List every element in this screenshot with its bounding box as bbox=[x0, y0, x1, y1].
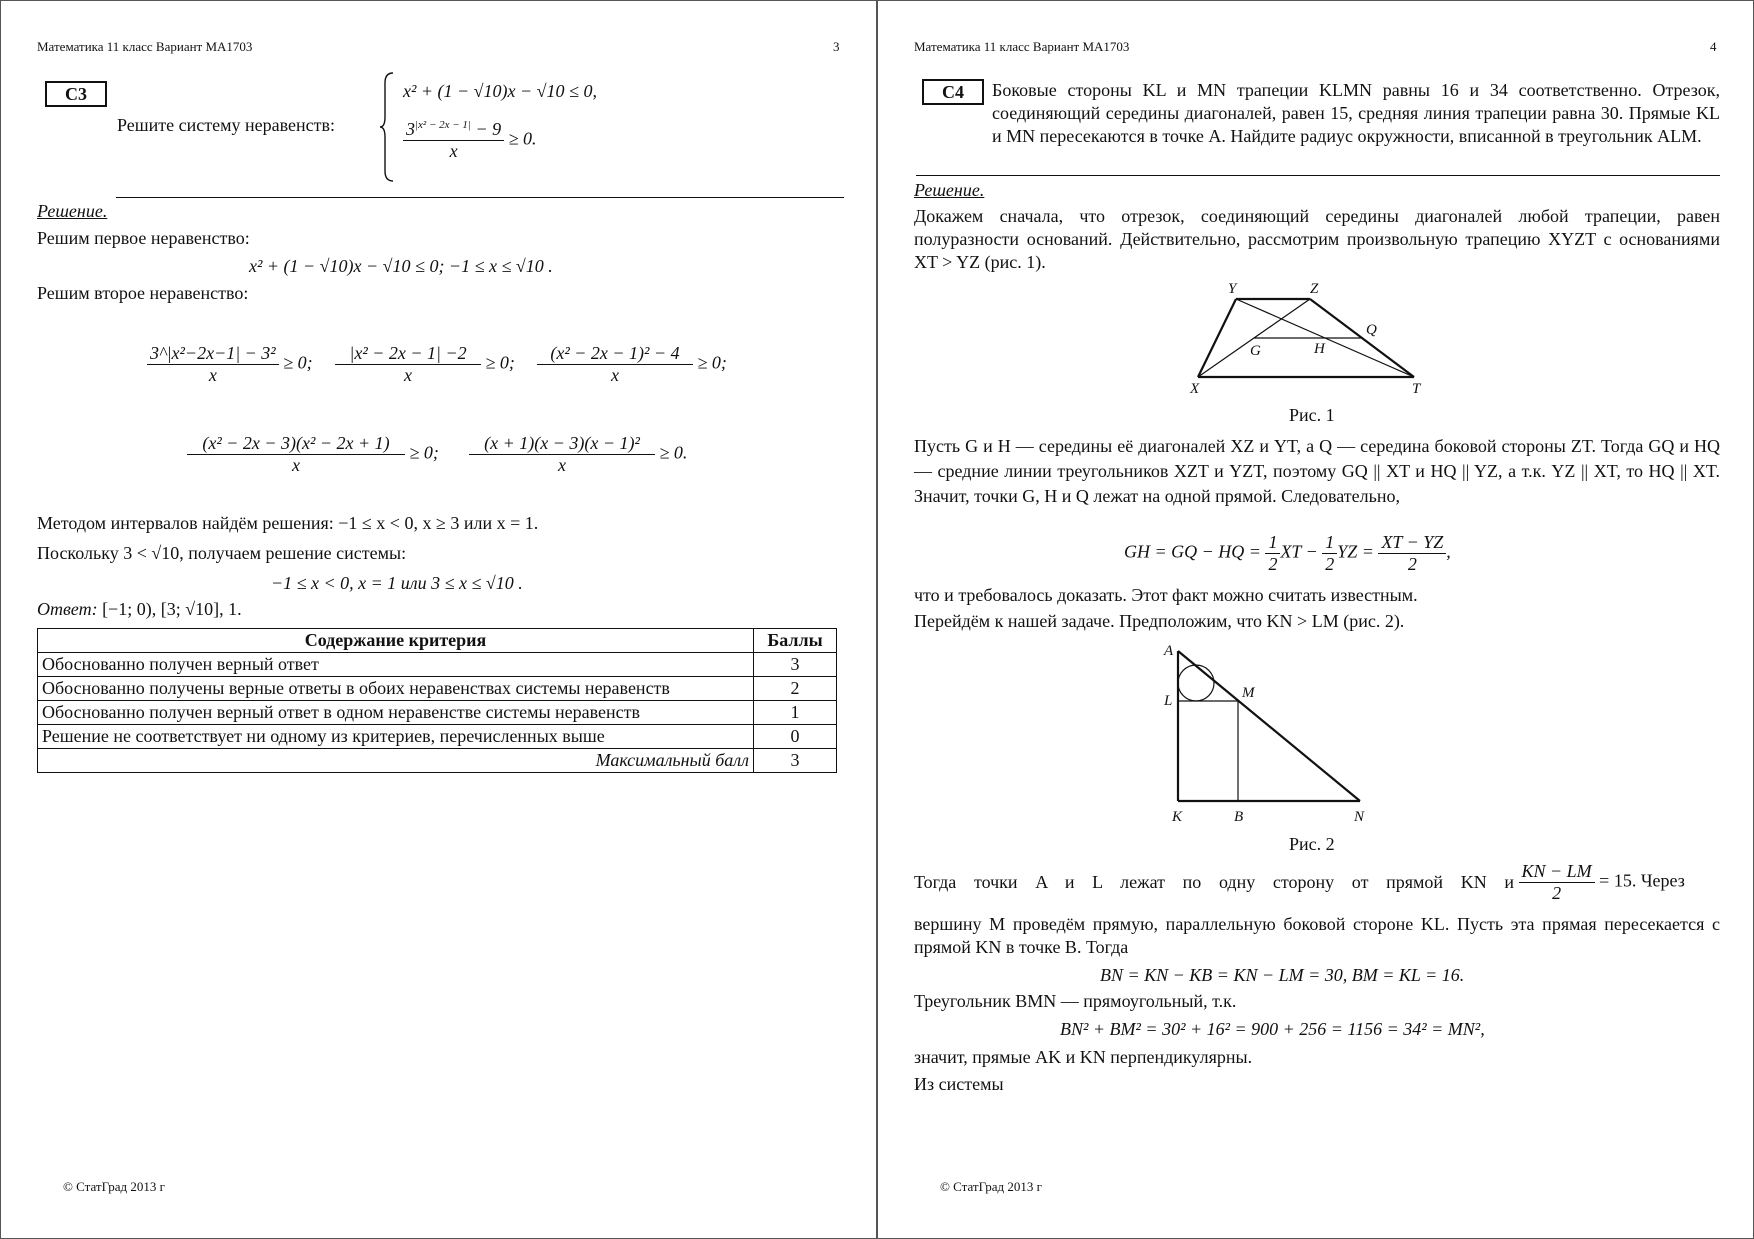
figure-2-triangle bbox=[1154, 641, 1374, 829]
figure-1-caption: Рис. 1 bbox=[1289, 405, 1335, 425]
table-row: Решение не соответствует ни одному из критериев, перечисленных выше 0 bbox=[38, 725, 837, 749]
paragraph-4: Перейдём к нашей задаче. Предположим, что KN > LM (рис. 2). bbox=[914, 611, 1405, 631]
solution-title: Решение. bbox=[914, 180, 985, 200]
task-text: Решите систему неравенств: bbox=[117, 115, 335, 135]
task-label: С4 bbox=[922, 79, 984, 105]
gh-equation: GH = GQ − HQ = $\frac{1}{2}$ XT − $\frac{1}{2}$ YZ = $\frac{XT - YZ}{2}$ , bbox=[1124, 532, 1451, 574]
solve-first-text: Решим первое неравенство: bbox=[37, 228, 250, 248]
label-t: T bbox=[1412, 381, 1421, 397]
transform-d: $\frac{\text{(x² − 2x − 3)(x² − 2x + 1)}}{x}$ ≥ 0; bbox=[187, 433, 439, 476]
label-z: Z bbox=[1310, 281, 1319, 297]
task-label: С3 bbox=[45, 81, 107, 107]
transform-b: $\frac{\text{|x² − 2x − 1| −2}}{x}$ ≥ 0; bbox=[335, 343, 515, 386]
table-row: Обоснованно получены верные ответы в обоих неравенствах системы неравенств 2 bbox=[38, 677, 837, 701]
table-max-row: Максимальный балл 3 bbox=[38, 749, 837, 773]
answer: Ответ: [−1; 0), [3; √10], 1. bbox=[37, 599, 242, 619]
figure-1-trapezoid bbox=[1178, 279, 1438, 397]
paragraph-8: значит, прямые AK и KN перпендикулярны. bbox=[914, 1047, 1253, 1067]
label-b: B bbox=[1234, 809, 1244, 825]
since-text: Поскольку 3 < √10, получаем решение системы: bbox=[37, 543, 407, 563]
task-text: Боковые стороны KL и MN трапеции KLMN равны 16 и 34 соответственно. Отрезок, соединяющий середины диагоналей, равен 15, средняя линия трапеции равна 30. Прямые KL и MN пересекаются в точке A. Найдите радиус окружности, вписанной в треугольник ALM. bbox=[992, 80, 1720, 146]
transform-e: $\frac{\text{(x + 1)(x − 3)(x − 1)²}}{x}$ ≥ 0. bbox=[469, 433, 687, 476]
paragraph-7: Треугольник BMN — прямоугольный, т.к. bbox=[914, 991, 1237, 1011]
label-k: K bbox=[1172, 809, 1183, 825]
criteria-table bbox=[37, 628, 837, 773]
label-x: X bbox=[1190, 381, 1200, 397]
figure-2-caption: Рис. 2 bbox=[1289, 834, 1335, 854]
table-header-row bbox=[38, 629, 837, 653]
table-row: Обоснованно получен верный ответ 3 bbox=[38, 653, 837, 677]
label-g: G bbox=[1250, 343, 1261, 359]
page-footer: © СтатГрад 2013 г bbox=[63, 1179, 165, 1194]
page-number: 4 bbox=[1710, 39, 1717, 54]
label-l: L bbox=[1164, 693, 1173, 709]
system-brace bbox=[379, 71, 397, 183]
bn-equation: BN = KN − KB = KN − LM = 30, BM = KL = 16. bbox=[1100, 965, 1465, 985]
system-line-2: $\frac{3^{|x^2 - 2x - 1|} - 9}{x}$ ≥ 0. bbox=[403, 119, 537, 162]
system-solution: −1 ≤ x < 0, x = 1 или 3 ≤ x ≤ √10 . bbox=[271, 573, 523, 593]
table-row: Обоснованно получен верный ответ в одном неравенстве системы неравенств 1 bbox=[38, 701, 837, 725]
page-header: Математика 11 класс Вариант МА1703 bbox=[37, 39, 253, 54]
page-number: 3 bbox=[833, 39, 840, 54]
first-result: x² + (1 − √10)x − √10 ≤ 0; −1 ≤ x ≤ √10 . bbox=[249, 256, 553, 276]
solve-second-text: Решим второе неравенство: bbox=[37, 283, 249, 303]
page-footer: © СтатГрад 2013 г bbox=[940, 1179, 1042, 1194]
system-line-1: x² + (1 − √10)x − √10 ≤ 0, bbox=[403, 81, 597, 101]
task-rule bbox=[916, 175, 1720, 176]
label-a: A bbox=[1164, 643, 1174, 659]
paragraph-5: Тогда точки A и L лежат по одну сторону от прямой KN и $\frac{KN - LM}{2}$ = 15. Через bbox=[914, 861, 1685, 903]
page-right bbox=[877, 0, 1754, 1239]
page-header: Математика 11 класс Вариант МА1703 bbox=[914, 39, 1130, 54]
transform-c: $\frac{\text{(x² − 2x − 1)² − 4}}{x}$ ≥ 0; bbox=[537, 343, 727, 386]
col-points: Баллы bbox=[754, 629, 837, 653]
task-rule bbox=[116, 197, 844, 198]
pythagoras-equation: BN² + BM² = 30² + 16² = 900 + 256 = 1156 = 34² = MN², bbox=[1060, 1019, 1485, 1039]
intervals-text: Методом интервалов найдём решения: −1 ≤ x < 0, x ≥ 3 или x = 1. bbox=[37, 513, 539, 533]
paragraph-3: что и требовалось доказать. Этот факт можно считать известным. bbox=[914, 585, 1418, 605]
paragraph-1: Докажем сначала, что отрезок, соединяющий середины диагоналей любой трапеции, равен полуразности оснований. Действительно, рассмотрим произвольную трапецию XYZT с основаниями XT > YZ (рис. 1). bbox=[914, 206, 1720, 272]
col-criteria: Содержание критерия bbox=[38, 629, 754, 653]
transform-a: $\frac{\text{3\textasciicircum{}|x²−2x−1| − 3²}}{x}$ ≥ 0; bbox=[147, 343, 313, 386]
solution-title: Решение. bbox=[37, 201, 108, 221]
label-h: H bbox=[1314, 341, 1325, 357]
paragraph-2: Пусть G и H — середины её диагоналей XZ и YT, а Q — середина боковой стороны ZT. Тогда GQ и HQ — средние линии треугольников XZT и YZT, поэтому GQ || XT и HQ || YZ, а т.к. YZ || XT, то HQ || XT. Значит, точки G, H и Q лежат на одной прямой. Следовательно, bbox=[914, 436, 1720, 506]
label-m: M bbox=[1242, 685, 1255, 701]
label-q: Q bbox=[1366, 322, 1377, 338]
paragraph-6: вершину M проведём прямую, параллельную боковой стороне KL. Пусть эта прямая пересекается с прямой KN в точке B. Тогда bbox=[914, 914, 1720, 957]
label-n: N bbox=[1354, 809, 1365, 825]
paragraph-9: Из системы bbox=[914, 1074, 1004, 1094]
label-y: Y bbox=[1228, 281, 1237, 297]
